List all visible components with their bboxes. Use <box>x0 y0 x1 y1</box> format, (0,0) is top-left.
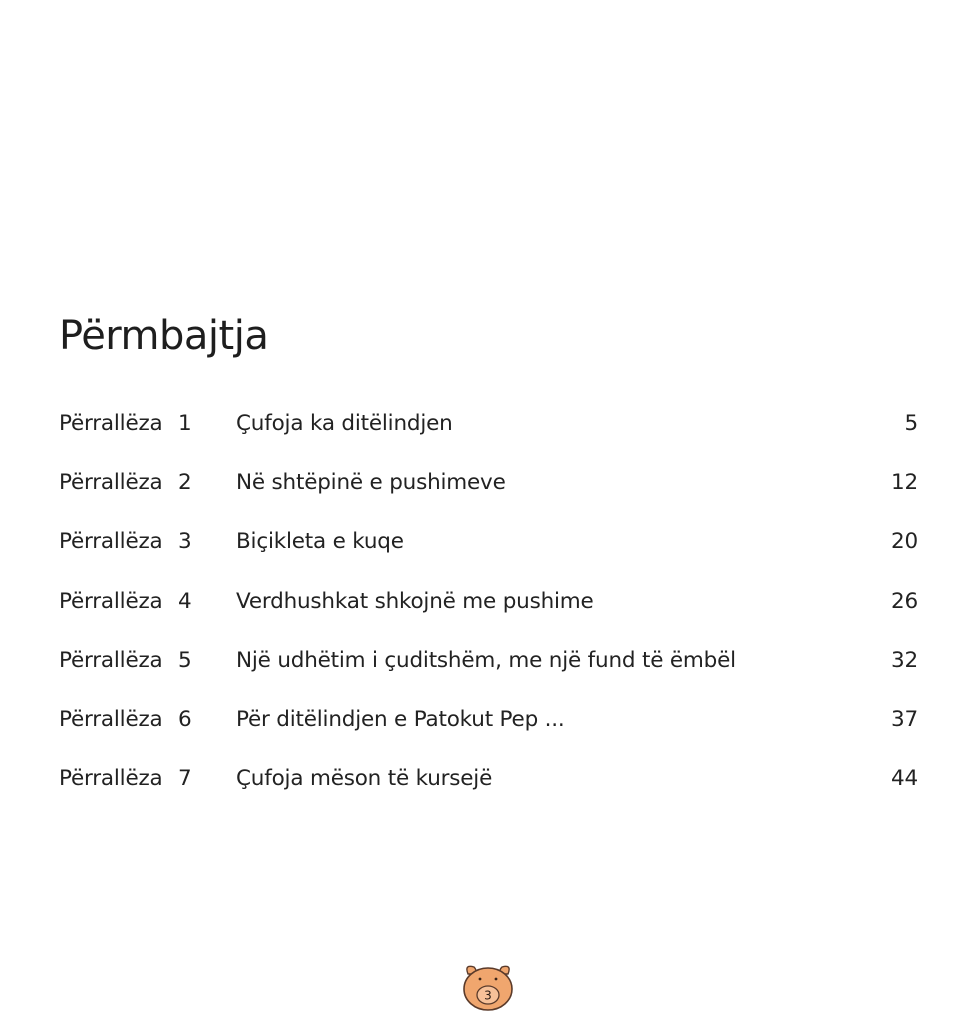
toc-entry-number: 1 <box>178 411 192 436</box>
toc-entry-page: 5 <box>904 411 918 436</box>
toc-entry-page: 26 <box>891 588 918 614</box>
pig-face-icon <box>460 962 516 1012</box>
toc-entry-page: 32 <box>891 647 918 673</box>
toc-entry-label: Përrallëza <box>59 588 163 614</box>
toc-entry-6[interactable] <box>59 698 918 757</box>
page-title: Përmbajtja <box>59 313 269 359</box>
toc-entry-label: Përrallëza <box>59 411 163 436</box>
toc-entry-number: 6 <box>178 706 192 732</box>
toc-entry-label: Përrallëza <box>59 647 163 673</box>
toc-entry-number: 5 <box>178 647 192 673</box>
toc-entry-5[interactable] <box>59 639 918 698</box>
toc-entry-4[interactable] <box>59 580 918 639</box>
toc-entry-label: Përrallëza <box>59 766 163 792</box>
toc-entry-label: Përrallëza <box>59 529 163 555</box>
toc-entry-title: Verdhushkat shkojnë me pushime <box>236 588 594 614</box>
toc-entry-7[interactable] <box>59 757 918 816</box>
toc-entry-page: 20 <box>891 529 918 555</box>
toc-entry-1[interactable] <box>59 402 918 461</box>
toc-entry-number: 7 <box>178 766 192 792</box>
toc-entry-title: Biçikleta e kuqe <box>236 529 404 555</box>
toc-entry-title: Për ditëlindjen e Patokut Pep ... <box>236 706 565 732</box>
toc-entry-title: Në shtëpinë e pushimeve <box>236 470 506 496</box>
pig-eye-left <box>479 978 482 981</box>
toc-entry-page: 12 <box>891 470 918 496</box>
toc-entry-label: Përrallëza <box>59 470 163 496</box>
toc-entry-title: Çufoja ka ditëlindjen <box>236 411 453 436</box>
toc-entry-title: Çufoja mëson të kursejë <box>236 766 493 792</box>
toc-entry-page: 37 <box>891 706 918 732</box>
toc-entry-3[interactable] <box>59 520 918 579</box>
toc-entry-page: 44 <box>891 766 918 792</box>
pig-eye-right <box>495 978 498 981</box>
toc-entry-number: 2 <box>178 470 192 496</box>
toc-entry-number: 3 <box>178 529 192 555</box>
toc-entry-title: Një udhëtim i çuditshëm, me një fund të ëmbël <box>236 647 736 673</box>
toc-entry-2[interactable] <box>59 461 918 520</box>
page-number: 3 <box>484 988 492 1003</box>
table-of-contents <box>59 402 918 816</box>
toc-entry-number: 4 <box>178 588 192 614</box>
toc-entry-label: Përrallëza <box>59 706 163 732</box>
